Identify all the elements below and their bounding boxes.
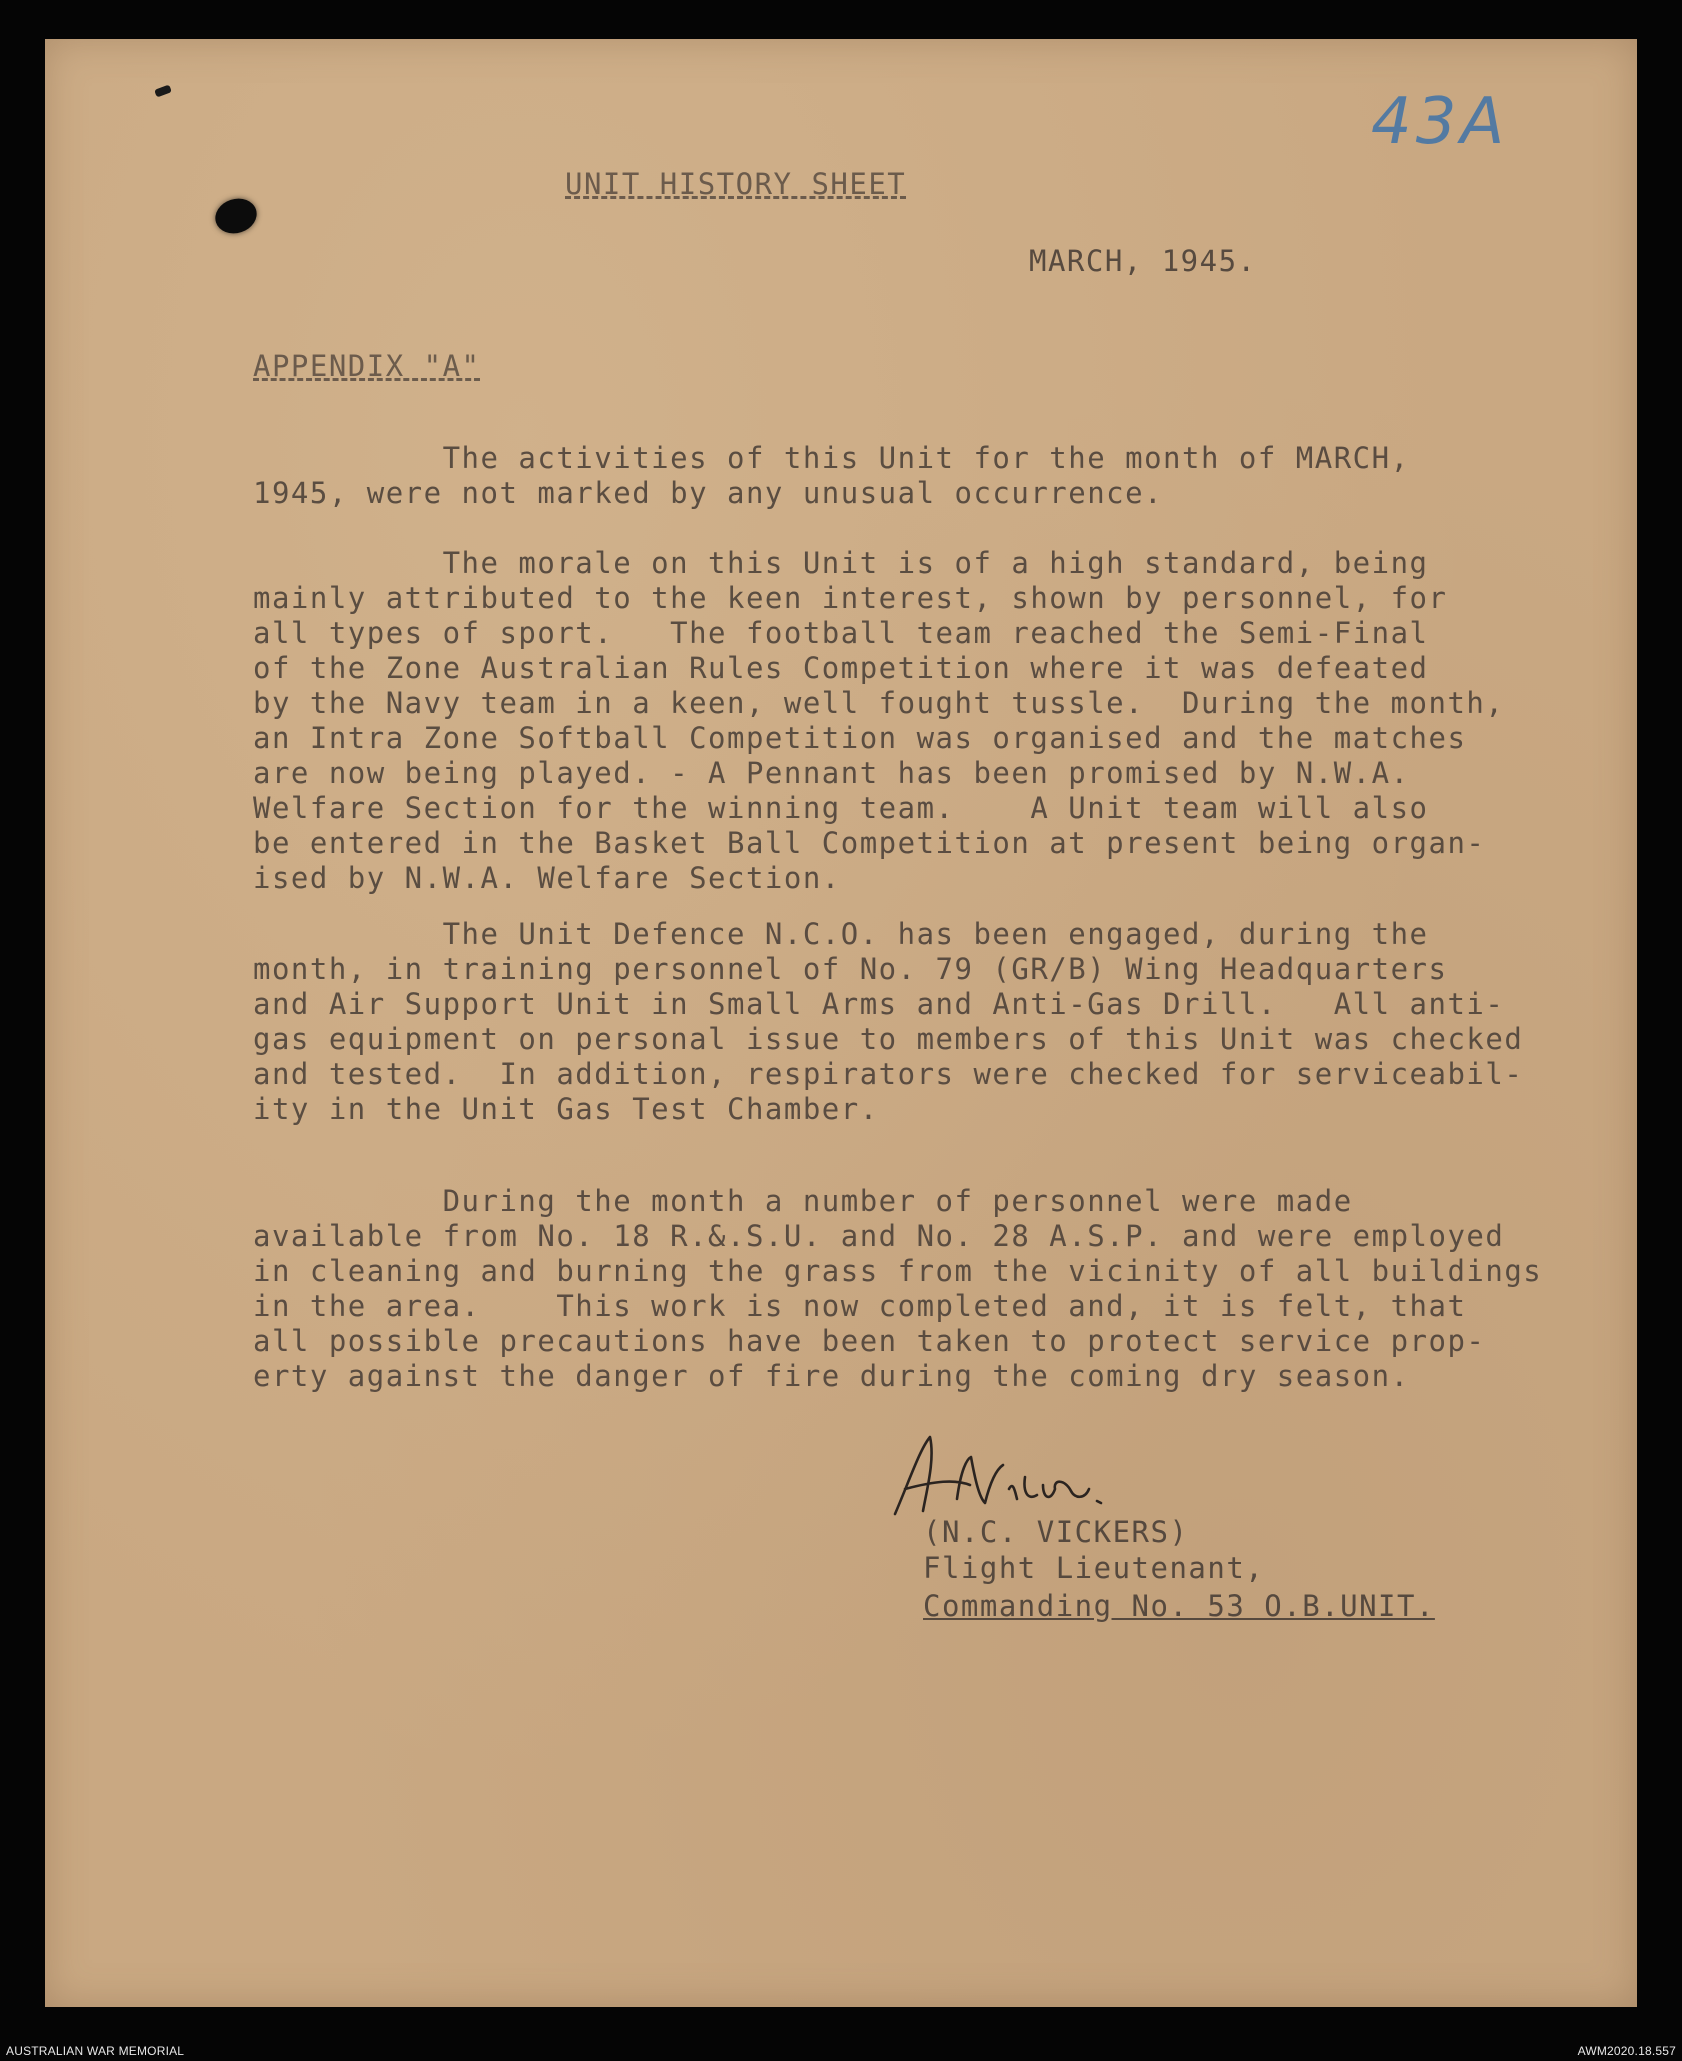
paragraph-activities [253, 441, 1673, 511]
text-line: in cleaning and burning the grass from the vicinity of all buildings [253, 1254, 1543, 1288]
text-line: ity in the Unit Gas Test Chamber. [253, 1092, 879, 1126]
text-line: available from No. 18 R.&.S.U. and No. 28 A.S.P. and were employed [253, 1219, 1505, 1253]
text-line: in the area. This work is now completed and, it is felt, that [253, 1289, 1467, 1323]
text-line: month, in training personnel of No. 79 (GR/B) Wing Headquarters [253, 952, 1448, 986]
text-line: and tested. In addition, respirators were checked for serviceabil- [253, 1057, 1524, 1091]
text-line: During the month a number of personnel were made [253, 1184, 1353, 1218]
text-line: 1945, were not marked by any unusual occurrence. [253, 476, 1164, 510]
signatory-unit: Commanding No. 53 O.B.UNIT. [923, 1589, 1435, 1623]
archive-reference: AWM2020.18.557 [1577, 2044, 1676, 2058]
text-line: and Air Support Unit in Small Arms and Anti-Gas Drill. All anti- [253, 987, 1505, 1021]
text-line: an Intra Zone Softball Competition was organised and the matches [253, 721, 1467, 755]
folio-number: 43A [1371, 85, 1509, 159]
document-page [45, 39, 1637, 2007]
signatory-rank: Flight Lieutenant, [923, 1551, 1265, 1585]
text-line: The morale on this Unit is of a high standard, being [253, 546, 1429, 580]
text-line: The Unit Defence N.C.O. has been engaged, during the [253, 917, 1429, 951]
signatory-name: (N.C. VICKERS) [923, 1515, 1189, 1549]
text-line: Welfare Section for the winning team. A Unit team will also [253, 791, 1429, 825]
text-line: ised by N.W.A. Welfare Section. [253, 861, 841, 895]
punch-hole [211, 193, 261, 238]
paragraph-fire-precautions [253, 1184, 1673, 1394]
ink-mark [154, 85, 172, 98]
sheet-title: UNIT HISTORY SHEET [565, 167, 907, 201]
paragraph-defence [253, 917, 1673, 1127]
text-line: all possible precautions have been taken to protect service prop- [253, 1324, 1486, 1358]
sheet-date: MARCH, 1945. [1029, 244, 1257, 278]
text-line: are now being played. - A Pennant has been promised by N.W.A. [253, 756, 1410, 790]
archive-credit: AUSTRALIAN WAR MEMORIAL [6, 2044, 185, 2058]
text-line: gas equipment on personal issue to members of this Unit was checked [253, 1022, 1524, 1056]
text-line: erty against the danger of fire during the coming dry season. [253, 1359, 1410, 1393]
appendix-heading: APPENDIX "A" [253, 349, 481, 383]
text-line: be entered in the Basket Ball Competition at present being organ- [253, 826, 1486, 860]
paragraph-morale [253, 546, 1673, 896]
text-line: by the Navy team in a keen, well fought tussle. During the month, [253, 686, 1505, 720]
text-line: The activities of this Unit for the month of MARCH, [253, 441, 1410, 475]
text-line: all types of sport. The football team reached the Semi-Final [253, 616, 1429, 650]
text-line: mainly attributed to the keen interest, shown by personnel, for [253, 581, 1448, 615]
handwritten-signature [875, 1419, 1115, 1529]
text-line: of the Zone Australian Rules Competition where it was defeated [253, 651, 1429, 685]
